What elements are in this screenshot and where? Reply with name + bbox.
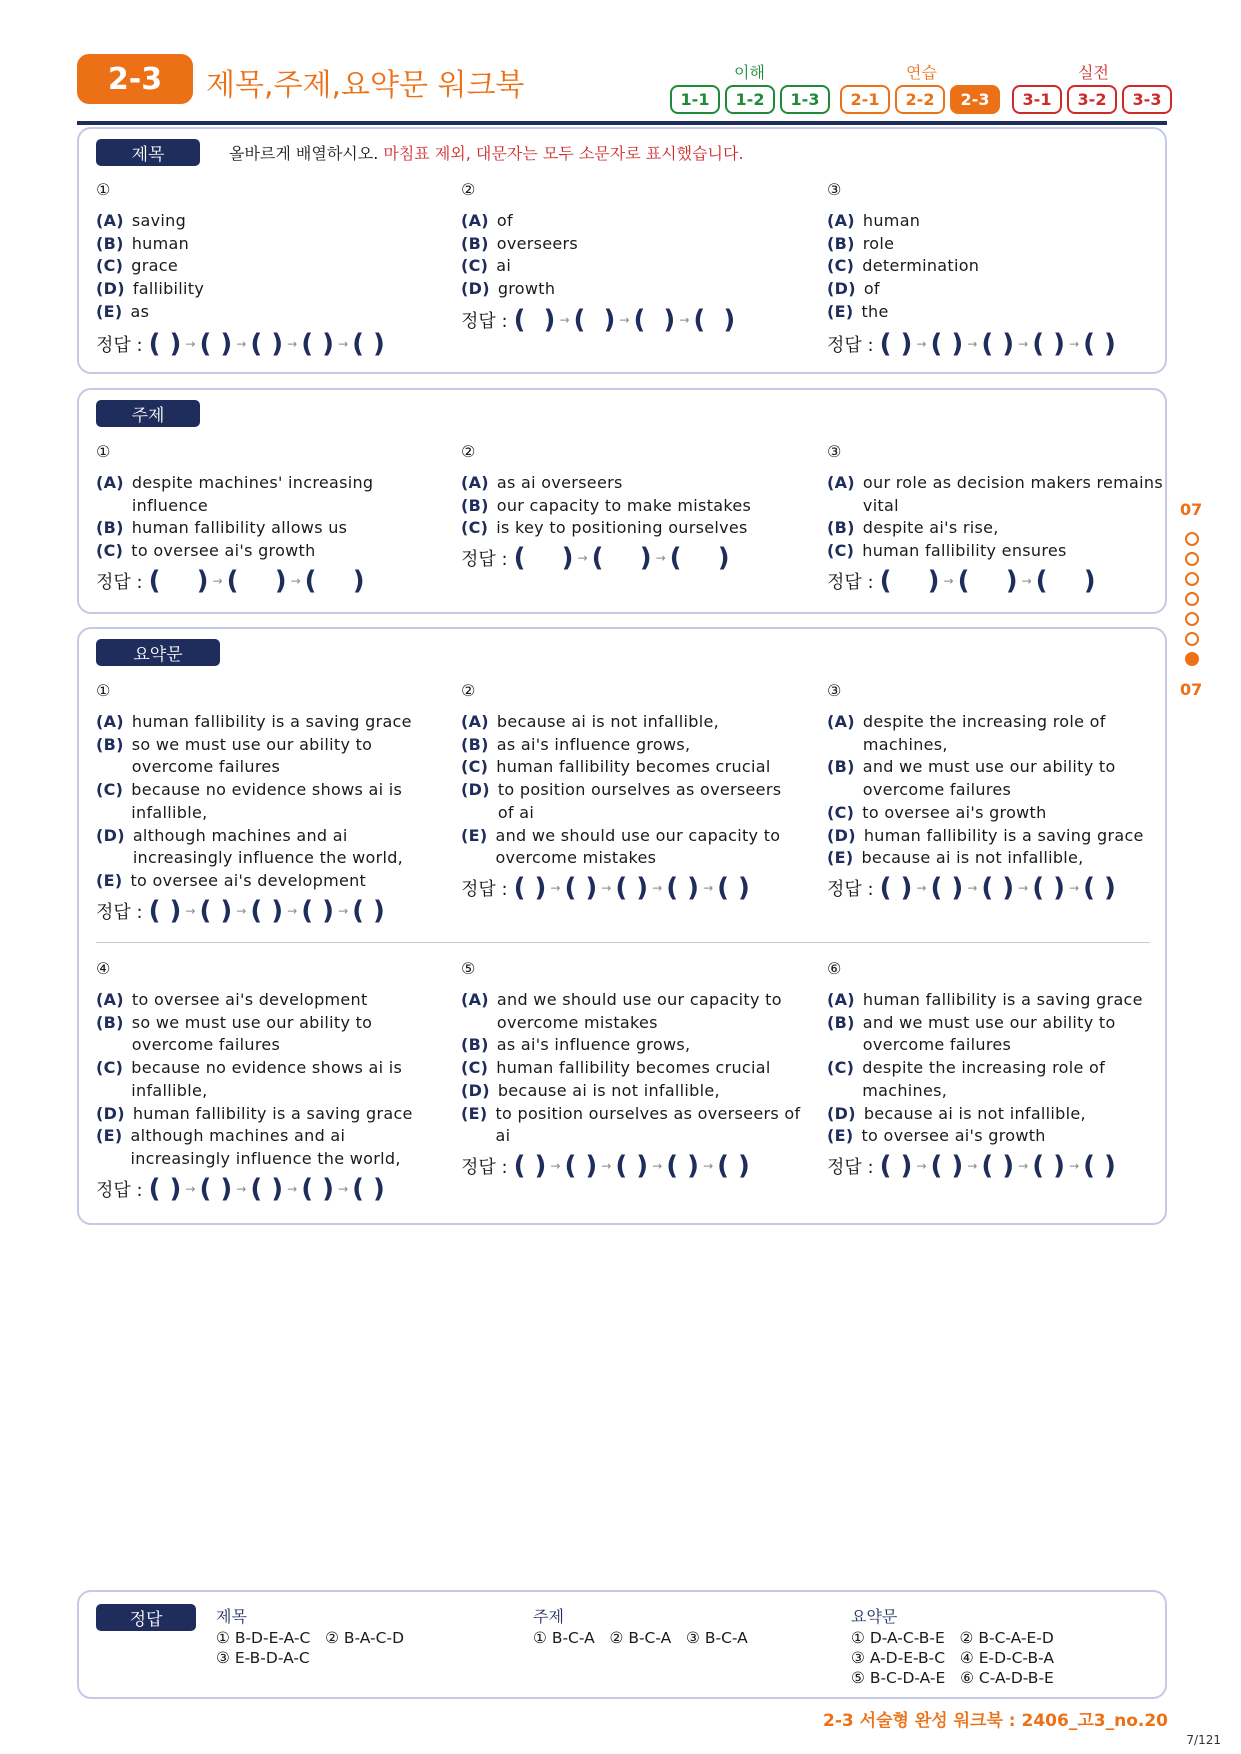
side-page-indicator-top: 07 [1180,500,1203,519]
nav-category-practice: 연습 [906,63,937,82]
question-number: ③ [827,442,842,461]
topic-question-2 [461,442,801,540]
list-item: (D) human fallibility is a saving grace [96,1103,413,1123]
list-item: (C) human fallibility becomes crucial [461,757,771,777]
list-item: (C) despite the increasing role of machines, [827,1058,1105,1100]
list-item: (E) although machines and ai increasingly influence the world, [96,1126,401,1168]
list-item: (C) human fallibility becomes crucial [461,1058,771,1078]
nav-tab-3-1[interactable]: 3-1 [1012,85,1062,114]
list-item: (A) despite the increasing role of machines, [827,712,1106,754]
progress-dot [1185,572,1199,586]
list-item: (C) is key to positioning ourselves [461,518,748,538]
list-item: (B) and we must use our ability to overcome failures [827,1012,1116,1055]
list-item: (D) because ai is not infallible, [461,1080,720,1100]
footer-text: 2-3 서술형 완성 워크북 : 2406_고3_no.20 [823,1711,1168,1731]
list-item: (E) to position ourselves as overseers of ai [461,1103,801,1146]
answer-key-summary-values: ① D-A-C-B-E ② B-C-A-E-D ③ A-D-E-B-C ④ E-D-C-B-A ⑤ B-C-D-A-E ⑥ C-A-D-B-E [851,1629,1054,1687]
list-item: (A) of [461,211,513,230]
row-divider [96,942,1150,943]
answer-key-section [77,1590,1167,1699]
nav-tab-2-2[interactable]: 2-2 [895,85,945,114]
list-item: (D) of [827,279,880,299]
answer-blanks[interactable]: 정답 : ( ) → ( ) → ( ) [96,566,365,596]
question-number: ① [96,180,111,199]
list-item: (A) to oversee ai's development [96,990,368,1009]
list-item: (C) to oversee ai's growth [96,541,316,561]
title-question-3 [827,180,1167,324]
list-item: (B) as ai's influence grows, [461,734,691,754]
list-item: (D) human fallibility is a saving grace [827,825,1144,845]
answer-key-topic-head: 주제 [533,1607,564,1626]
list-item: (E) the [827,301,889,321]
nav-category-real: 실전 [1078,63,1109,82]
title-question-1 [96,180,436,324]
title-question-2 [461,180,801,301]
unit-badge: 2-3 [77,54,193,104]
progress-dot-active [1185,652,1199,666]
answer-key-title-head: 제목 [216,1607,247,1626]
answer-blanks[interactable]: 정답 : ( ) → ( ) → ( ) → ( ) → ( ) [96,896,385,926]
answer-blanks[interactable]: 정답 : ( ) → ( ) → ( ) → ( ) [461,305,736,335]
question-number: ① [96,442,111,461]
nav-tab-1-1[interactable]: 1-1 [670,85,720,114]
list-item: (B) our capacity to make mistakes [461,495,752,515]
list-item: (B) overseers [461,233,579,253]
list-item: (B) despite ai's rise, [827,518,999,538]
answer-blanks[interactable]: 정답 : ( ) → ( ) → ( ) [827,566,1096,596]
list-item: (C) human fallibility ensures [827,541,1067,561]
list-item: (C) to oversee ai's growth [827,802,1047,822]
list-item: (B) so we must use our ability to overcome failures [96,1012,373,1055]
question-number: ⑥ [827,959,842,978]
nav-tab-3-2[interactable]: 3-2 [1067,85,1117,114]
list-item: (A) saving [96,211,187,230]
answer-blanks[interactable]: 정답 : ( ) → ( ) → ( ) → ( ) → ( ) [96,1174,385,1204]
list-item: (B) human fallibility allows us [96,518,348,538]
question-number: ④ [96,959,111,978]
list-item: (D) to position ourselves as overseers of ai [461,780,782,822]
page-title: 제목,주제,요약문 워크북 [206,68,525,103]
section-label-topic: 주제 [96,400,200,427]
list-item: (A) human fallibility is a saving grace [96,712,412,731]
question-number: ⑤ [461,959,476,978]
list-item: (E) because ai is not infallible, [827,848,1084,868]
summary-question-2 [461,681,801,870]
summary-section [77,627,1167,1225]
list-item: (C) ai [461,256,512,276]
question-number: ③ [827,681,842,700]
list-item: (E) to oversee ai's development [96,870,367,890]
list-item: (A) and we should use our capacity to overcome mistakes [461,990,782,1032]
list-item: (C) because no evidence shows ai is infallible, [96,780,403,822]
list-item: (E) to oversee ai's growth [827,1126,1046,1146]
page-number: 7/121 [1186,1733,1221,1747]
progress-dot [1185,592,1199,606]
list-item: (A) human fallibility is a saving grace [827,990,1143,1009]
list-item: (C) determination [827,256,980,276]
progress-dot [1185,532,1199,546]
list-item: (D) although machines and ai increasingly influence the world, [96,825,404,868]
answer-key-title-values: ① B-D-E-A-C ② B-A-C-D ③ E-B-D-A-C [216,1629,404,1667]
nav-category-understand: 이해 [734,63,765,82]
list-item: (D) growth [461,279,556,299]
nav-tab-1-3[interactable]: 1-3 [780,85,830,114]
question-number: ② [461,180,476,199]
nav-tab-2-1[interactable]: 2-1 [840,85,890,114]
summary-question-3 [827,681,1167,870]
list-item: (A) as ai overseers [461,473,623,492]
question-number: ② [461,442,476,461]
nav-tab-3-3[interactable]: 3-3 [1122,85,1172,114]
question-number: ② [461,681,476,700]
list-item: (B) human [96,233,190,253]
list-item: (A) human [827,211,921,230]
summary-question-5 [461,959,801,1148]
section-label-title: 제목 [96,139,200,166]
list-item: (A) despite machines' increasing influence [96,473,374,515]
nav-tab-1-2[interactable]: 1-2 [725,85,775,114]
summary-question-1 [96,681,436,893]
title-section [77,127,1167,374]
answer-blanks[interactable]: 정답 : ( ) → ( ) → ( ) → ( ) → ( ) [461,873,750,903]
answer-key-summary-head: 요약문 [851,1607,898,1626]
list-item: (E) as [96,301,150,321]
nav-tab-2-3[interactable]: 2-3 [950,85,1000,114]
topic-question-3 [827,442,1167,563]
list-item: (B) role [827,233,895,253]
answer-blanks[interactable]: 정답 : ( ) → ( ) → ( ) → ( ) → ( ) [461,1151,750,1181]
answer-blanks[interactable]: 정답 : ( ) → ( ) → ( ) → ( ) → ( ) [827,1151,1116,1181]
answer-blanks[interactable]: 정답 : ( ) → ( ) → ( ) → ( ) → ( ) [827,329,1116,359]
topic-question-1 [96,442,436,563]
list-item: (E) and we should use our capacity to overcome mistakes [461,825,781,868]
list-item: (D) because ai is not infallible, [827,1103,1086,1123]
answer-blanks[interactable]: 정답 : ( ) → ( ) → ( ) → ( ) → ( ) [96,329,385,359]
list-item: (A) because ai is not infallible, [461,712,720,731]
list-item: (B) and we must use our ability to overcome failures [827,757,1116,800]
header-divider [77,121,1167,125]
progress-dot [1185,552,1199,566]
side-page-indicator-bottom: 07 [1180,680,1203,699]
answer-blanks[interactable]: 정답 : ( ) → ( ) → ( ) → ( ) → ( ) [827,873,1116,903]
question-number: ① [96,681,111,700]
answer-blanks[interactable]: 정답 : ( ) → ( ) → ( ) [461,543,730,573]
list-item: (D) fallibility [96,279,205,299]
instruction: 올바르게 배열하시오. 마침표 제외, 대문자는 모두 소문자로 표시했습니다. [229,144,744,163]
summary-question-4 [96,959,436,1171]
progress-dot [1185,632,1199,646]
list-item: (C) because no evidence shows ai is infallible, [96,1058,403,1100]
progress-dot [1185,612,1199,626]
section-label-answer: 정답 [96,1604,196,1631]
answer-key-topic-values: ① B-C-A ② B-C-A ③ B-C-A [533,1629,748,1647]
question-number: ③ [827,180,842,199]
summary-question-6 [827,959,1167,1148]
list-item: (B) so we must use our ability to overcome failures [96,734,373,777]
topic-section [77,388,1167,614]
list-item: (C) grace [96,256,178,276]
list-item: (A) our role as decision makers remains vital [827,473,1163,515]
section-label-summary: 요약문 [96,639,220,666]
list-item: (B) as ai's influence grows, [461,1035,691,1055]
